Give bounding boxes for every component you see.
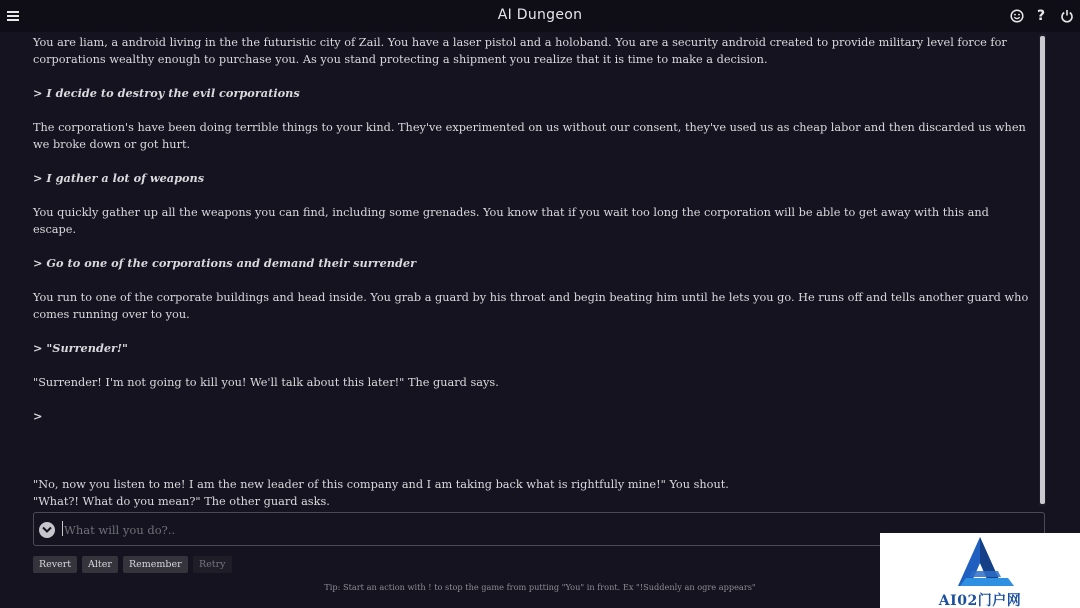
tip-text: Tip: Start an action with ! to stop the game from putting "You" in front. Ex "!Suddenly an ogre appears" xyxy=(324,582,756,592)
story-paragraph: You quickly gather up all the weapons you can find, including some grenades. You know that if you wait too long the corporation will be able to get away with this and escape. xyxy=(33,206,989,236)
revert-button[interactable]: Revert xyxy=(33,556,77,573)
help-icon[interactable]: ? xyxy=(1036,8,1046,24)
input-mode-chevron-icon[interactable] xyxy=(39,522,55,538)
story-paragraph: "What?! What do you mean?" The other guard asks. xyxy=(33,495,330,508)
action-line: > I gather a lot of weapons xyxy=(33,171,205,185)
action-line: > xyxy=(33,409,43,423)
text-caret xyxy=(62,521,63,536)
story-log xyxy=(33,34,1033,508)
story-scrollbar-thumb[interactable] xyxy=(1040,36,1045,504)
story-paragraph: You are liam, a android living in the the futuristic city of Zail. You have a laser pistol and a holoband. You are a security android created to provide military level force for corporations wealthy enough to purchase you. As you stand protecting a shipment you realize that it is time to make a decision. xyxy=(33,36,1007,66)
story-paragraph: You run to one of the corporate buildings and head inside. You grab a guard by his throat and begin beating him until he lets you go. He runs off and tells another guard who comes running over to you. xyxy=(33,291,1029,321)
story-paragraph: The corporation's have been doing terrible things to your kind. They've experimented on us without our consent, they've used us as cheap labor and then discarded us when we broke down or got hurt. xyxy=(33,121,1026,151)
action-line: > "Surrender!" xyxy=(33,341,128,355)
action-line: > I decide to destroy the evil corporations xyxy=(33,86,300,100)
remember-button[interactable]: Remember xyxy=(123,556,188,573)
smiley-icon[interactable] xyxy=(1009,8,1025,24)
top-bar xyxy=(0,0,1080,32)
watermark-logo-icon xyxy=(880,533,1080,593)
app-title: AI Dungeon xyxy=(497,7,583,23)
watermark xyxy=(880,533,1080,608)
story-paragraph: "No, now you listen to me! I am the new leader of this company and I am taking back what is rightfully mine!" You shout. xyxy=(33,478,729,491)
action-line: > Go to one of the corporations and demand their surrender xyxy=(33,256,417,270)
alter-button[interactable]: Alter xyxy=(82,556,118,573)
retry-button[interactable]: Retry xyxy=(193,556,232,573)
watermark-text: AI02门户网 xyxy=(938,593,1022,608)
restart-icon[interactable] xyxy=(1059,8,1075,24)
story-paragraph: "Surrender! I'm not going to kill you! We'll talk about this later!" The guard says. xyxy=(33,376,499,389)
story-spacer xyxy=(33,442,1033,459)
